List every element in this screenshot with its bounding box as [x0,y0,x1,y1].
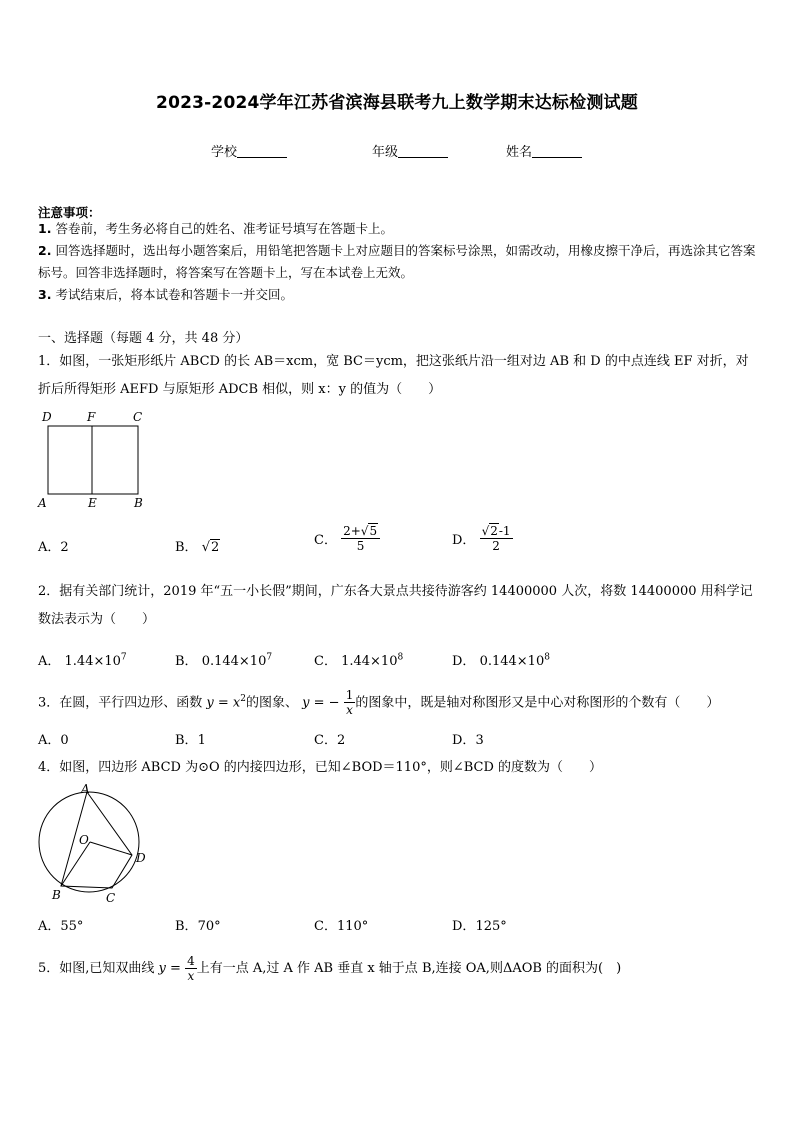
option-label: C． [314,919,337,934]
option-label: D． [452,733,476,748]
school-label: 学校 [211,145,238,160]
option-value: 55° [60,919,84,934]
option-base: 0.144×10 [479,654,545,669]
option-base: 1.44×10 [64,654,121,669]
option-label: D． [452,654,476,669]
note-item [38,218,758,240]
option-fraction: $\frac{√2-1}{2}$ [481,524,511,553]
option-label: A． [38,540,61,555]
q4-option-b[interactable] [175,915,221,934]
q4-option-a[interactable] [38,915,83,934]
grade-field [372,141,448,160]
quadrilateral-abcd [61,792,132,888]
option-base: 1.44×10 [341,654,398,669]
circle-figure [32,782,162,907]
q3-formula-1: y = x [206,695,241,711]
name-blank [532,143,582,158]
option-value: 3 [475,733,484,748]
option-label: D． [452,919,476,934]
name-field [506,141,582,160]
q2-option-d[interactable] [452,650,550,669]
q2-option-a[interactable] [38,650,127,669]
grade-label: 年级 [372,145,399,160]
option-label: C． [314,533,337,548]
label-o: O [79,833,89,847]
numerator-part: -1 [498,524,511,538]
option-base: 0.144×10 [201,654,267,669]
school-field [211,141,287,160]
label-d: D [42,410,52,424]
denominator: 5 [356,539,365,553]
q5-formula-pre: y = [158,961,181,976]
note-number: 2. [38,243,52,258]
option-value: 70° [197,919,221,934]
note-text: 回答选择题时，选出每小题答案后，用铅笔把答题卡上对应题目的答案标号涂黑，如需改动，用橡皮擦干净后，再选涂其它答案标号。回答非选择题时，将答案写在答题卡上，写在本试卷上无效。 [38,243,756,280]
denominator: x [187,969,195,983]
option-label: B． [175,733,198,748]
numerator: 4 [187,954,195,968]
circle-o [39,792,139,892]
option-value: 0 [60,733,69,748]
q3-text-pre: 3．在圆，平行四边形、函数 [38,695,203,711]
segment-od [90,842,132,855]
question-1-text: 1．如图，一张矩形纸片 ABCD 的长 AB＝xcm，宽 BC＝ycm，把这张纸片沿一组对边 AB 和 D 的中点连线 EF 对折，对折后所得矩形 AEFD 与原矩形 ADCB 相似，则 x：y 的值为（ ） [38,354,749,397]
segment-ob [61,842,90,886]
option-label: A． [38,654,61,669]
note-text: 答卷前，考生务必将自己的姓名、准考证号填写在答题卡上。 [55,221,393,236]
question-4-text: 4．如图，四边形 ABCD 为⊙O 的内接四边形，已知∠BOD＝110°，则∠BCD 的度数为（ ） [38,760,603,775]
rectangle-figure [36,408,156,513]
school-blank [237,143,287,158]
page-title: 2023-2024学年江苏省滨海县联考九上数学期末达标检测试题 [156,93,638,113]
q3-option-d[interactable] [452,729,484,748]
q5-text-post: 上有一点 A,过 A 作 AB 垂直 x 轴于点 B,连接 OA,则ΔAOB 的面积为( ) [196,961,622,976]
q3-formula-2-pre: y = − [302,695,340,711]
option-label: A． [38,733,61,748]
q1-option-c[interactable] [314,524,380,553]
option-fraction: $\frac{2+√5}{5}$ [341,524,380,553]
label-c: C [106,891,116,905]
q1-option-d[interactable] [452,524,513,553]
q2-option-c[interactable] [314,650,403,669]
label-b: B [52,888,61,902]
note-text: 考试结束后，将本试卷和答题卡一并交回。 [55,287,293,302]
grade-blank [398,143,448,158]
label-e: E [88,496,97,510]
option-label: D． [452,533,476,548]
q4-option-d[interactable] [452,915,507,934]
option-label: C． [314,654,337,669]
label-b: B [134,496,143,510]
note-item [38,240,758,284]
section-heading: 一、选择题（每题 4 分，共 48 分） [38,331,249,346]
denominator: 2 [492,539,500,553]
label-a: A [38,496,47,510]
q3-option-b[interactable] [175,729,206,748]
q2-option-b[interactable] [175,650,272,669]
name-label: 姓名 [506,145,533,160]
label-c: C [133,410,143,424]
q3-option-c[interactable] [314,729,345,748]
option-label: C． [314,733,337,748]
numerator-root: 5 [369,524,378,538]
q3-text-mid: 的图象、 [246,695,299,711]
option-exponent: 8 [544,652,550,663]
note-number: 3. [38,287,52,302]
option-label: B． [175,654,198,669]
numerator: 1 [345,688,354,703]
q3-text-post: 的图象中，既是轴对称图形又是中心对称图形的个数有（ ） [355,695,720,711]
q3-formula-2-fraction [344,688,356,717]
question-5-text [38,954,758,984]
label-a: A [81,782,90,796]
question-2-text: 2．据有关部门统计，2019 年“五一小长假”期间，广东各大景点共接待游客约 14400000 人次，将数 14400000 用科学记数法表示为（ ） [38,584,753,627]
option-exponent: 8 [397,652,404,663]
option-value: 2 [336,733,346,748]
q5-formula-fraction [185,954,197,983]
note-number: 1. [38,221,52,236]
numerator-part: 2+ [343,524,361,538]
option-value: 110° [336,919,369,934]
q3-formula-1-exp: 2 [240,694,246,704]
q5-text-pre: 5．如图,已知双曲线 [38,961,155,976]
option-value: 2 [60,540,69,555]
option-value: 2 [210,540,220,555]
question-3-text [38,684,758,718]
option-label: B． [175,540,198,555]
label-d: D [136,851,146,865]
label-f: F [87,410,96,424]
denominator: x [346,703,353,718]
option-label: B． [175,919,198,934]
option-value: 125° [475,919,507,934]
option-exponent: 7 [120,652,127,663]
note-item [38,284,758,306]
q3-option-a[interactable] [38,729,69,748]
option-value: 1 [197,733,206,748]
numerator-root: 2 [490,524,498,538]
option-label: A． [38,919,61,934]
q1-option-b[interactable]: B． √2 [175,540,220,555]
option-exponent: 7 [266,652,273,663]
q1-option-a[interactable] [38,536,69,555]
notes-heading: 注意事项： [38,205,101,220]
rect-abcd [48,426,138,494]
q4-option-c[interactable] [314,915,368,934]
